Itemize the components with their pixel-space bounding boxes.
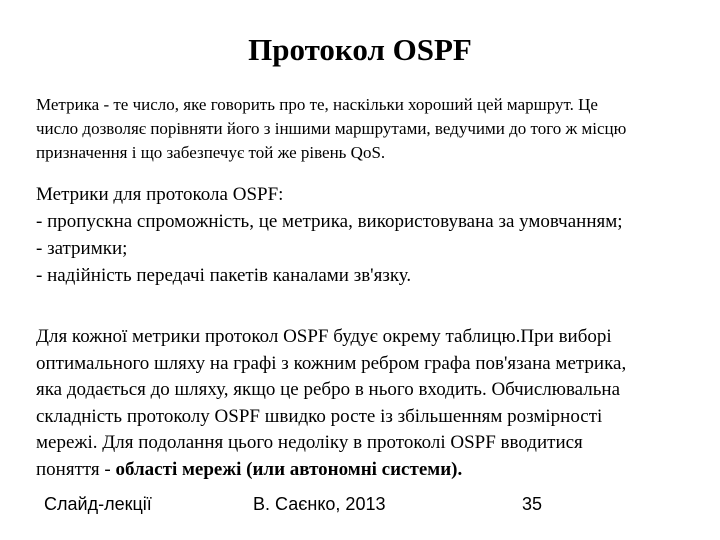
paragraph-text: поняття - (36, 458, 116, 480)
routing-table-paragraph (36, 324, 676, 483)
slide-title: Протокол OSPF (248, 32, 472, 67)
list-heading: Метрики для протокола OSPF: (36, 184, 284, 205)
list-item: - затримки; (36, 238, 128, 259)
paragraph-line-last (36, 457, 676, 484)
list-item: - надійність передачі пакетів каналами зв'язку. (36, 265, 412, 286)
paragraph-line: мережі. Для подолання цього недоліку в протоколі OSPF вводитися (36, 432, 583, 453)
paragraph-line: складність протоколу OSPF швидко росте із збільшенням розмірності (36, 405, 603, 427)
emphasized-term: області мережі (или автономні системи). (115, 458, 463, 480)
paragraph-line: призначення і що забезпечує той же рівень QoS. (36, 143, 386, 162)
metric-definition-paragraph (36, 93, 676, 165)
paragraph-line: число дозволяє порівняти його з іншими маршрутами, ведучими до того ж місцю (36, 119, 627, 138)
ospf-metrics-list (36, 181, 696, 289)
paragraph-line: Метрика - те число, яке говорить про те, наскільки хороший цей маршрут. Це (36, 95, 598, 114)
paragraph-line: Для кожної метрики протокол OSPF будує окрему таблицю.При виборі (36, 326, 612, 347)
footer-author: В. Саєнко, 2013 (253, 494, 386, 514)
list-item: - пропускна спроможність, це метрика, використовувана за умовчанням; (36, 211, 623, 232)
paragraph-line: яка додається до шляху, якщо це ребро в нього входить. Обчислювальна (36, 379, 621, 400)
footer-source: Слайд-лекції (44, 494, 152, 514)
paragraph-line: оптимального шляху на графі з кожним ребром графа пов'язана метрика, (36, 352, 627, 374)
page-number: 35 (522, 494, 543, 514)
